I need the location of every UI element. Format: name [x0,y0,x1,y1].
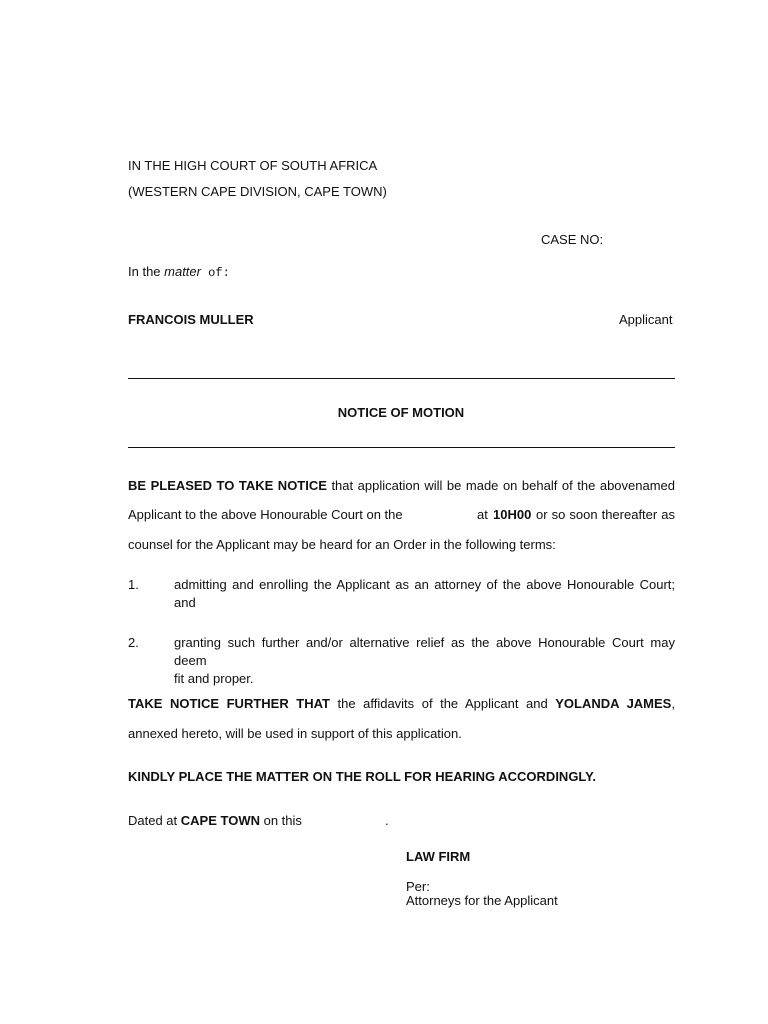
item-2-line-2: fit and proper. [174,671,254,686]
further-lead: TAKE NOTICE FURTHER THAT [128,696,330,711]
item-1-number: 1. [128,577,139,592]
intro-line-3: counsel for the Applicant may be heard for an Order in the following terms: [128,537,556,552]
attorneys-role: Attorneys for the Applicant [406,893,558,908]
item-2-text [174,634,675,688]
item-1-line-2: and [174,595,196,610]
in-the-matter-of [128,264,230,281]
matter-text: matter [164,264,201,279]
law-firm-name: LAW FIRM [406,849,471,864]
kindly-place-matter: KINDLY PLACE THE MATTER ON THE ROLL FOR HEARING ACCORDINGLY. [128,769,597,784]
document-title: NOTICE OF MOTION [337,405,465,420]
in-the-text: In the [128,264,165,279]
hearing-time: 10H00 [493,507,532,522]
item-2-line-1: granting such further and/or alternative relief as the above Honourable Court may deem [174,635,675,668]
court-division: (WESTERN CAPE DIVISION, CAPE TOWN) [128,184,387,199]
intro-line-2a: Applicant to the above Honourable Court on the [128,507,403,522]
court-name: IN THE HIGH COURT OF SOUTH AFRICA [128,158,378,173]
bottom-divider [128,447,675,448]
per-label: Per: [406,879,430,894]
item-1-line-1: admitting and enrolling the Applicant as an attorney of the above Honourable Court; [174,577,675,592]
applicant-role: Applicant [619,312,673,327]
dated-period: . [385,813,389,828]
intro-line-2-rest: or so soon thereafter as [536,507,675,522]
applicant-name: FRANCOIS MULLER [128,312,254,327]
dated-line [128,813,302,829]
intro-lead: BE PLEASED TO TAKE NOTICE [128,478,327,493]
intro-at: at [477,507,488,522]
item-1-text [174,576,675,612]
top-divider [128,378,675,379]
further-mid: the affidavits of the Applicant and [329,696,556,711]
dated-place: CAPE TOWN [180,813,260,828]
case-number-label: CASE NO: [541,232,604,247]
intro-line-1 [128,478,675,494]
further-line-1 [128,696,675,712]
item-2-number: 2. [128,635,139,650]
dated-prefix: Dated at [128,813,181,828]
intro-line-1-rest: that application will be made on behalf of the abovenamed [326,478,676,493]
deponent-name: YOLANDA JAMES [555,696,672,711]
further-line-2: annexed hereto, will be used in support of this application. [128,726,462,741]
dated-suffix: on this [259,813,302,828]
of-text: of: [200,266,230,280]
further-comma: , [671,696,675,711]
